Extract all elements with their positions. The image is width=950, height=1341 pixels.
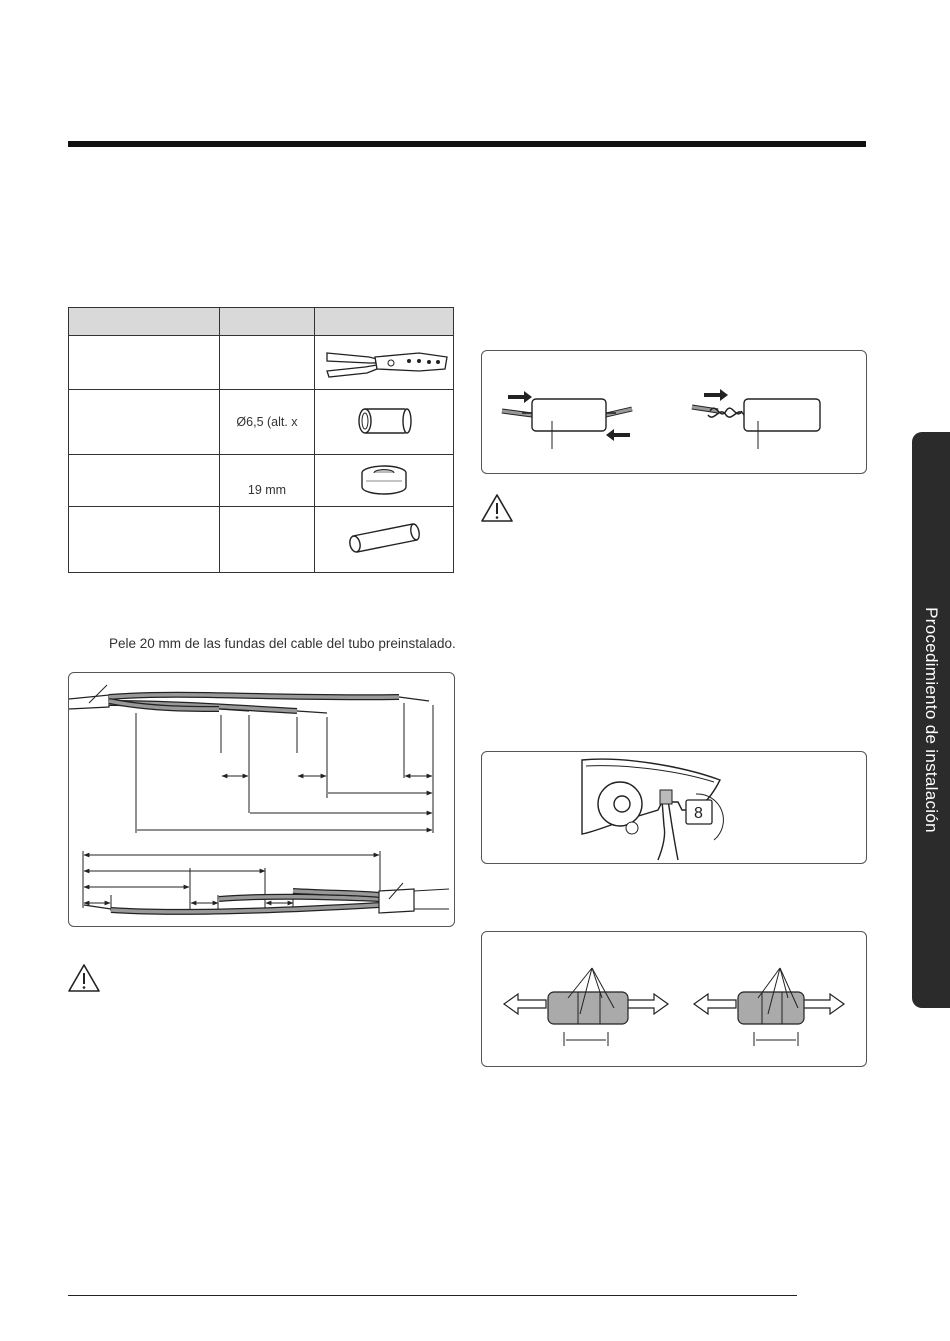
table-row: [69, 390, 454, 455]
insulation-tape-icon: [354, 459, 414, 499]
section-side-tab: [912, 432, 950, 1008]
table-cell: [220, 336, 315, 390]
table-cell: [69, 336, 220, 390]
table-cell: [315, 455, 454, 507]
sleeve-insertion-figure: [481, 350, 867, 474]
accessories-table: [68, 307, 454, 570]
pull-test-figure: [481, 931, 867, 1067]
crimping-figure: [481, 751, 867, 864]
crimp-number: 8: [694, 805, 703, 822]
table-cell: Ø6,5 (alt. x: [220, 390, 315, 455]
table-cell: [69, 455, 220, 507]
warning-icon: [480, 493, 514, 523]
table-cell: [315, 507, 454, 573]
crimping-diagram: [482, 752, 866, 863]
crimping-tool-icon: [319, 341, 449, 381]
table-cell: [220, 507, 315, 573]
top-rule: [68, 141, 866, 147]
connection-sleeve-icon: [339, 516, 429, 560]
table-cell: [69, 507, 220, 573]
bottom-rule: [68, 1295, 797, 1296]
table-row: [69, 507, 454, 573]
sleeve-tube-icon: [349, 401, 419, 441]
side-tab-label: Procedimiento de instalación: [922, 607, 941, 833]
sleeve-insertion-diagram: [482, 351, 866, 473]
wire-stripping-diagram: [69, 673, 454, 926]
table-row: [69, 336, 454, 390]
table-header: [69, 308, 220, 336]
pull-test-diagram: [482, 932, 866, 1066]
table-row: [69, 455, 454, 507]
table-cell: [69, 390, 220, 455]
table-cell: 19 mm: [220, 455, 315, 507]
strip-instruction: Pele 20 mm de las fundas del cable del tubo preinstalado.: [109, 636, 456, 651]
table-cell: [315, 336, 454, 390]
table-header-row: [69, 308, 454, 336]
warning-icon: [67, 963, 101, 993]
table-header: [220, 308, 315, 336]
table-header: [315, 308, 454, 336]
wire-stripping-figure: [68, 672, 455, 927]
table-cell: [315, 390, 454, 455]
